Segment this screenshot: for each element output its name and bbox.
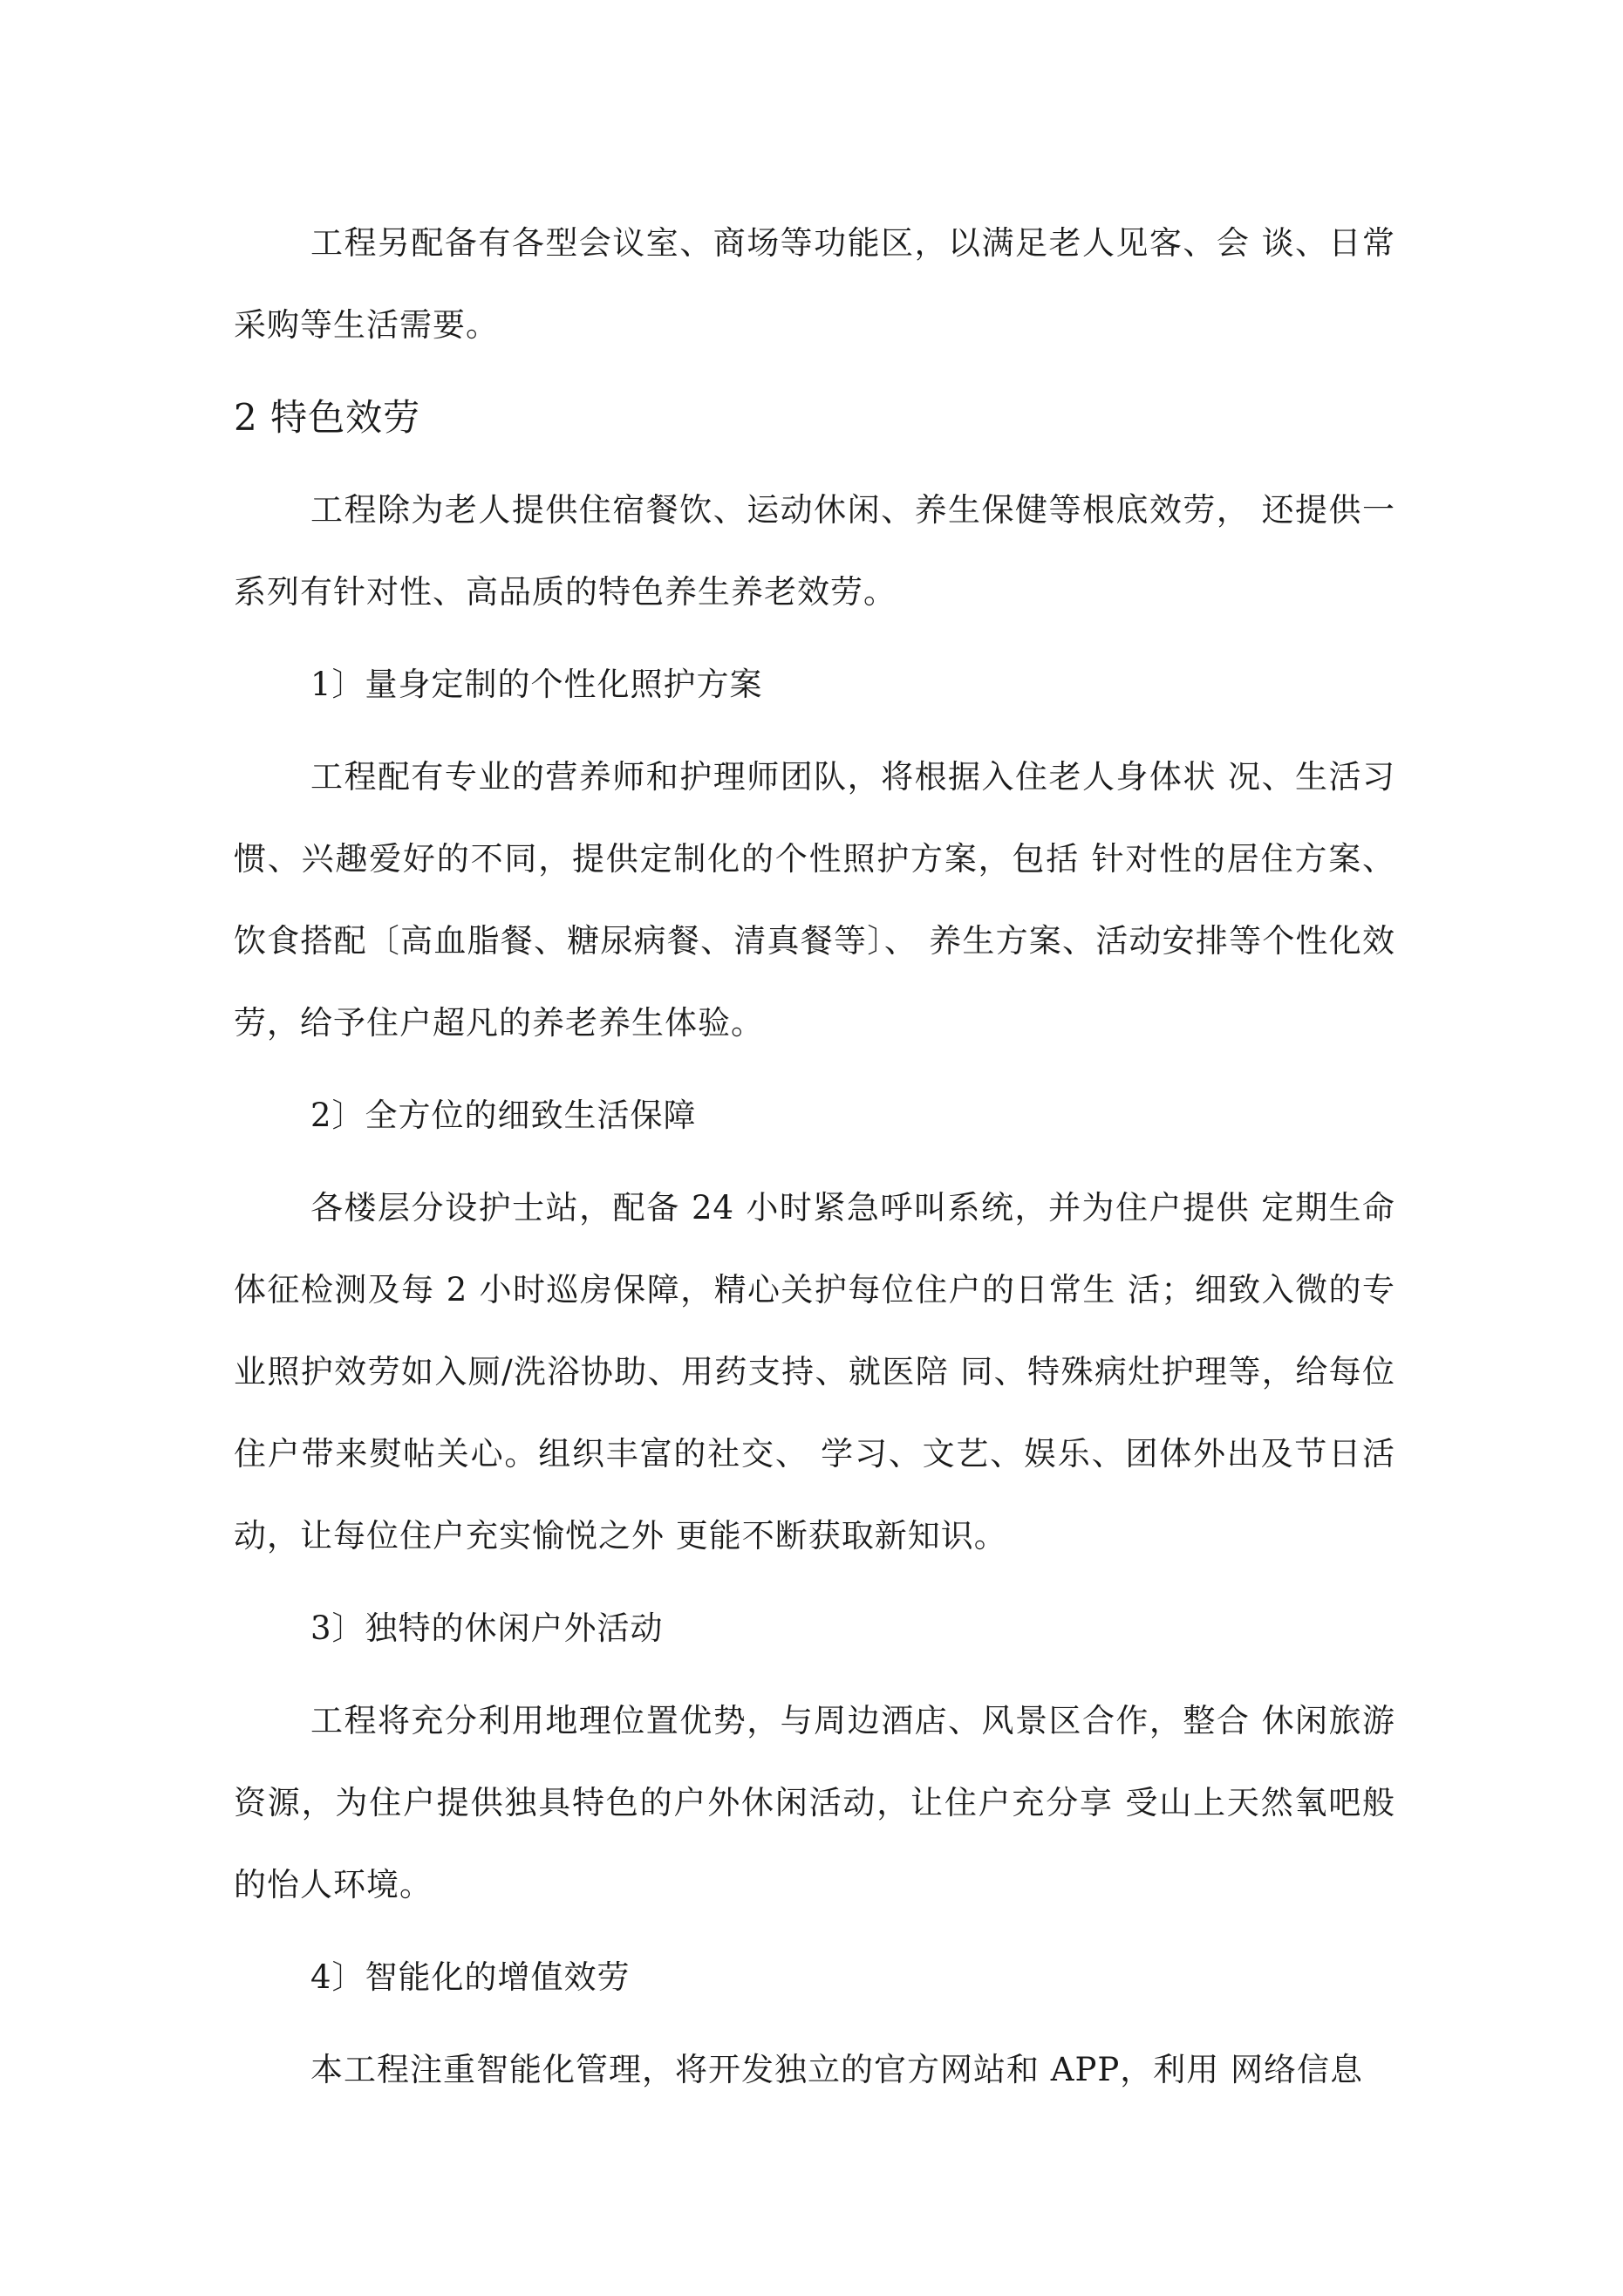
document-page <box>234 202 1395 2111</box>
section-heading-special-services: 2 特色效劳 <box>234 396 421 439</box>
subheading-outdoor-activities: 3〕独特的休闲户外活动 <box>310 1609 664 1647</box>
paragraph-outdoor-activities: 工程将充分利用地理位置优势，与周边酒店、风景区合作，整合 休闲旅游资源，为住户提供独具特色的户外休闲活动，让住户充分享 受山上天然氧吧般的怡人环境。 <box>234 1702 1395 1903</box>
paragraph-life-support: 各楼层分设护士站，配备 24 小时紧急呼叫系统，并为住户提供 定期生命体征检测及每 2 小时巡房保障，精心关护每位住户的日常生 活；细致入微的专业照护效劳如入厕/洗浴协助、用药支持、就医陪 同、特殊病灶护理等，给每位住户带来熨帖关心。组织丰富的社交、 学习、文艺、娱乐、团体外出及节日活动，让每位住户充实愉悦之外 更能不断获取新知识。 <box>234 1189 1395 1555</box>
paragraph-services-intro: 工程除为老人提供住宿餐饮、运动休闲、养生保健等根底效劳， 还提供一系列有针对性、高品质的特色养生养老效劳。 <box>234 491 1395 611</box>
subheading-smart-services: 4〕智能化的增值效劳 <box>310 1958 631 1996</box>
subheading-life-support: 2〕全方位的细致生活保障 <box>310 1097 697 1134</box>
paragraph-facilities: 工程另配备有各型会议室、商场等功能区，以满足老人见客、会 谈、日常采购等生活需要。 <box>234 224 1395 344</box>
paragraph-custom-care: 工程配有专业的营养师和护理师团队，将根据入住老人身体状 况、生活习惯、兴趣爱好的不同，提供定制化的个性照护方案，包括 针对性的居住方案、饮食搭配〔高血脂餐、糖尿病餐、清真餐等〕、 养生方案、活动安排等个性化效劳，给予住户超凡的养老养生体验。 <box>234 758 1395 1042</box>
paragraph-smart-services: 本工程注重智能化管理，将开发独立的官方网站和 APP，利用 网络信息 <box>310 2051 1364 2088</box>
subheading-custom-care: 1〕量身定制的个性化照护方案 <box>310 666 763 703</box>
